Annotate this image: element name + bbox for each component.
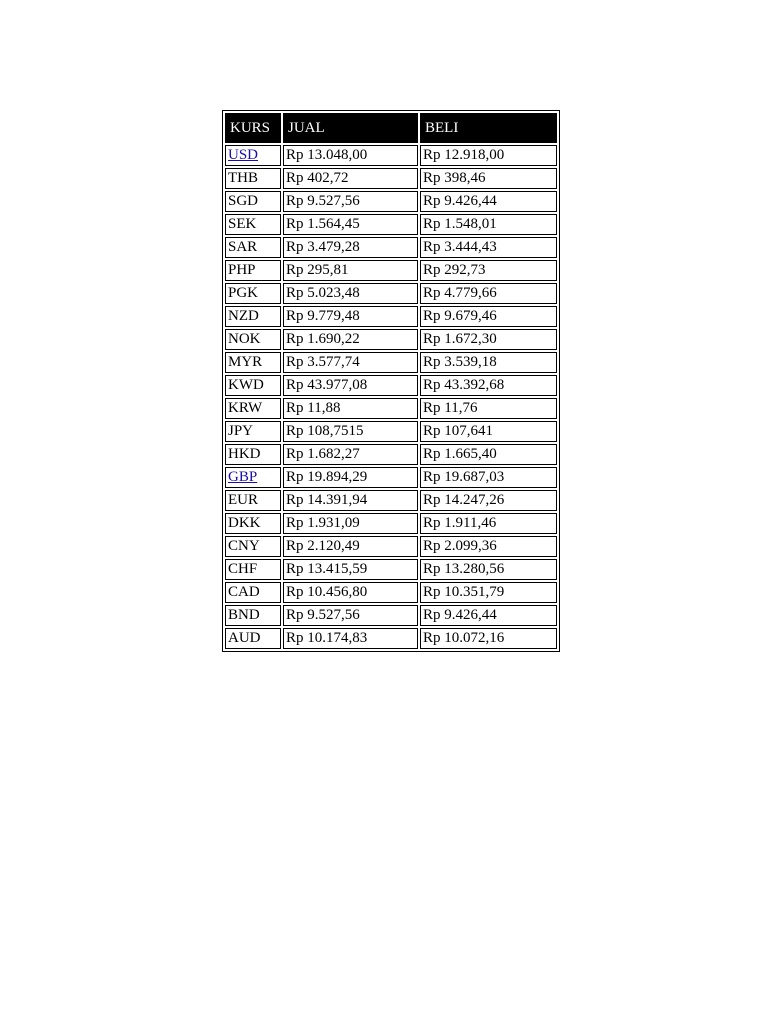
cell-beli: Rp 9.679,46 (420, 306, 557, 327)
table-row (225, 421, 557, 442)
cell-beli: Rp 292,73 (420, 260, 557, 281)
cell-jual: Rp 19.894,29 (283, 467, 418, 488)
table-row (225, 375, 557, 396)
table-row (225, 444, 557, 465)
table-row (225, 329, 557, 350)
table-row (225, 283, 557, 304)
cell-jual: Rp 3.479,28 (283, 237, 418, 258)
cell-jual: Rp 402,72 (283, 168, 418, 189)
cell-beli: Rp 19.687,03 (420, 467, 557, 488)
cell-jual: Rp 43.977,08 (283, 375, 418, 396)
cell-kurs: MYR (225, 352, 281, 373)
cell-jual: Rp 14.391,94 (283, 490, 418, 511)
cell-kurs (225, 467, 281, 488)
cell-beli: Rp 14.247,26 (420, 490, 557, 511)
table-row (225, 398, 557, 419)
cell-jual: Rp 11,88 (283, 398, 418, 419)
table-row (225, 237, 557, 258)
cell-kurs: CHF (225, 559, 281, 580)
table-row (225, 168, 557, 189)
cell-beli: Rp 10.072,16 (420, 628, 557, 649)
table-row (225, 306, 557, 327)
table-row (225, 352, 557, 373)
cell-kurs: CAD (225, 582, 281, 603)
cell-kurs: NZD (225, 306, 281, 327)
cell-beli: Rp 10.351,79 (420, 582, 557, 603)
cell-jual: Rp 9.779,48 (283, 306, 418, 327)
cell-kurs: PHP (225, 260, 281, 281)
cell-kurs: BND (225, 605, 281, 626)
cell-beli: Rp 12.918,00 (420, 145, 557, 166)
table-row (225, 467, 557, 488)
cell-jual: Rp 1.931,09 (283, 513, 418, 534)
cell-jual: Rp 10.456,80 (283, 582, 418, 603)
cell-beli: Rp 11,76 (420, 398, 557, 419)
currency-link-usd[interactable]: USD (228, 147, 259, 163)
table-row (225, 260, 557, 281)
table-body (225, 145, 557, 649)
currency-link-gbp[interactable]: GBP (228, 469, 258, 485)
cell-kurs: KWD (225, 375, 281, 396)
table-row (225, 628, 557, 649)
cell-jual: Rp 1.690,22 (283, 329, 418, 350)
cell-jual: Rp 10.174,83 (283, 628, 418, 649)
cell-kurs: KRW (225, 398, 281, 419)
cell-beli: Rp 43.392,68 (420, 375, 557, 396)
cell-beli: Rp 4.779,66 (420, 283, 557, 304)
exchange-rate-table (222, 110, 560, 652)
cell-jual: Rp 13.048,00 (283, 145, 418, 166)
cell-kurs: PGK (225, 283, 281, 304)
table-header-row (225, 113, 557, 143)
cell-jual: Rp 9.527,56 (283, 191, 418, 212)
cell-jual: Rp 9.527,56 (283, 605, 418, 626)
cell-kurs: THB (225, 168, 281, 189)
table-row (225, 513, 557, 534)
cell-jual: Rp 5.023,48 (283, 283, 418, 304)
cell-jual: Rp 108,7515 (283, 421, 418, 442)
cell-beli: Rp 3.444,43 (420, 237, 557, 258)
cell-kurs: AUD (225, 628, 281, 649)
cell-beli: Rp 1.911,46 (420, 513, 557, 534)
table-row (225, 145, 557, 166)
cell-jual: Rp 295,81 (283, 260, 418, 281)
cell-kurs (225, 145, 281, 166)
cell-jual: Rp 1.682,27 (283, 444, 418, 465)
cell-beli: Rp 107,641 (420, 421, 557, 442)
cell-beli: Rp 3.539,18 (420, 352, 557, 373)
cell-kurs: JPY (225, 421, 281, 442)
cell-kurs: NOK (225, 329, 281, 350)
cell-beli: Rp 398,46 (420, 168, 557, 189)
cell-jual: Rp 13.415,59 (283, 559, 418, 580)
table-row (225, 605, 557, 626)
cell-kurs: DKK (225, 513, 281, 534)
cell-beli: Rp 13.280,56 (420, 559, 557, 580)
cell-beli: Rp 9.426,44 (420, 605, 557, 626)
header-beli: BELI (420, 113, 557, 143)
cell-kurs: HKD (225, 444, 281, 465)
table-row (225, 536, 557, 557)
cell-beli: Rp 2.099,36 (420, 536, 557, 557)
table-row (225, 559, 557, 580)
cell-kurs: CNY (225, 536, 281, 557)
cell-beli: Rp 1.548,01 (420, 214, 557, 235)
cell-beli: Rp 9.426,44 (420, 191, 557, 212)
cell-kurs: SGD (225, 191, 281, 212)
cell-jual: Rp 1.564,45 (283, 214, 418, 235)
table-row (225, 191, 557, 212)
cell-kurs: SEK (225, 214, 281, 235)
cell-beli: Rp 1.665,40 (420, 444, 557, 465)
header-kurs: KURS (225, 113, 281, 143)
cell-kurs: EUR (225, 490, 281, 511)
cell-kurs: SAR (225, 237, 281, 258)
cell-beli: Rp 1.672,30 (420, 329, 557, 350)
table-row (225, 490, 557, 511)
cell-jual: Rp 3.577,74 (283, 352, 418, 373)
table-row (225, 582, 557, 603)
cell-jual: Rp 2.120,49 (283, 536, 418, 557)
header-jual: JUAL (283, 113, 418, 143)
table-row (225, 214, 557, 235)
